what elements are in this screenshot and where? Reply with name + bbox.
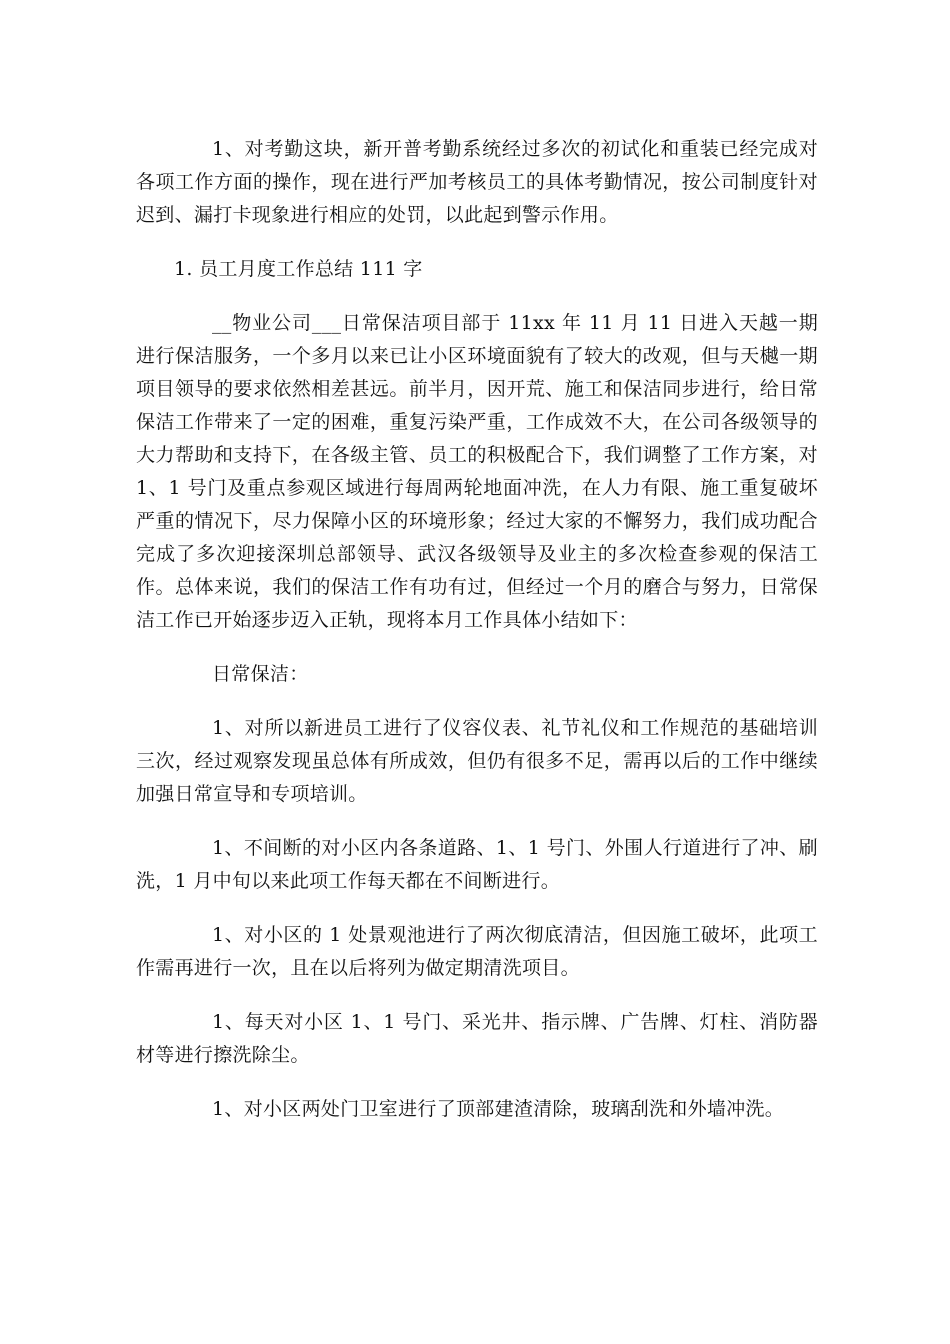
paragraph-training: 1、对所以新进员工进行了仪容仪表、礼节礼仪和工作规范的基础培训三次，经过观察发现虽总体有所成效，但仍有很多不足，需再以后的工作中继续加强日常宣导和专项培训。 <box>136 717 818 805</box>
paragraph-daily-cleaning-label: 日常保洁： <box>212 663 309 685</box>
paragraph-attendance: 1、对考勤这块，新开普考勤系统经过多次的初试化和重装已经完成对各项工作方面的操作，现在进行严加考核员工的具体考勤情况，按公司制度针对迟到、漏打卡现象进行相应的处罚，以此起到警示作用。 <box>136 138 818 226</box>
paragraph-summary: __物业公司___日常保洁项目部于 11xx 年 11 月 11 日进入天越一期进行保洁服务，一个多月以来已让小区环境面貌有了较大的改观，但与天樾一期项目领导的要求依然相差甚远。前半月，因开荒、施工和保洁同步进行，给日常保洁工作带来了一定的困难，重复污染严重，工作成效不大，在公司各级领导的大力帮助和支持下，在各级主管、员工的积极配合下，我们调整了工作方案，对 1、1 号门及重点参观区域进行每周两轮地面冲洗，在人力有限、施工重复破坏严重的情况下，尽力保障小区的环境形象；经过大家的不懈努力，我们成功配合完成了多次迎接深圳总部领导、武汉各级领导及业主的多次检查参观的保洁工作。总体来说，我们的保洁工作有功有过，但经过一个月的磨合与努力，日常保洁工作已开始逐步迈入正轨，现将本月工作具体小结如下： <box>136 312 818 631</box>
paragraph-pool-cleaning: 1、对小区的 1 处景观池进行了两次彻底清洁，但因施工破坏，此项工作需再进行一次，且在以后将列为做定期清洗项目。 <box>136 924 818 979</box>
paragraph-guard-room: 1、对小区两处门卫室进行了顶部建渣清除，玻璃刮洗和外墙冲洗。 <box>212 1098 785 1120</box>
document-page <box>136 133 818 1147</box>
section-heading: 1. 员工月度工作总结 111 字 <box>174 258 423 280</box>
paragraph-road-washing: 1、不间断的对小区内各条道路、1、1 号门、外围人行道进行了冲、刷洗，1 月中旬以来此项工作每天都在不间断进行。 <box>136 837 818 892</box>
paragraph-dusting: 1、每天对小区 1、1 号门、采光井、指示牌、广告牌、灯柱、消防器材等进行擦洗除尘。 <box>136 1011 818 1066</box>
